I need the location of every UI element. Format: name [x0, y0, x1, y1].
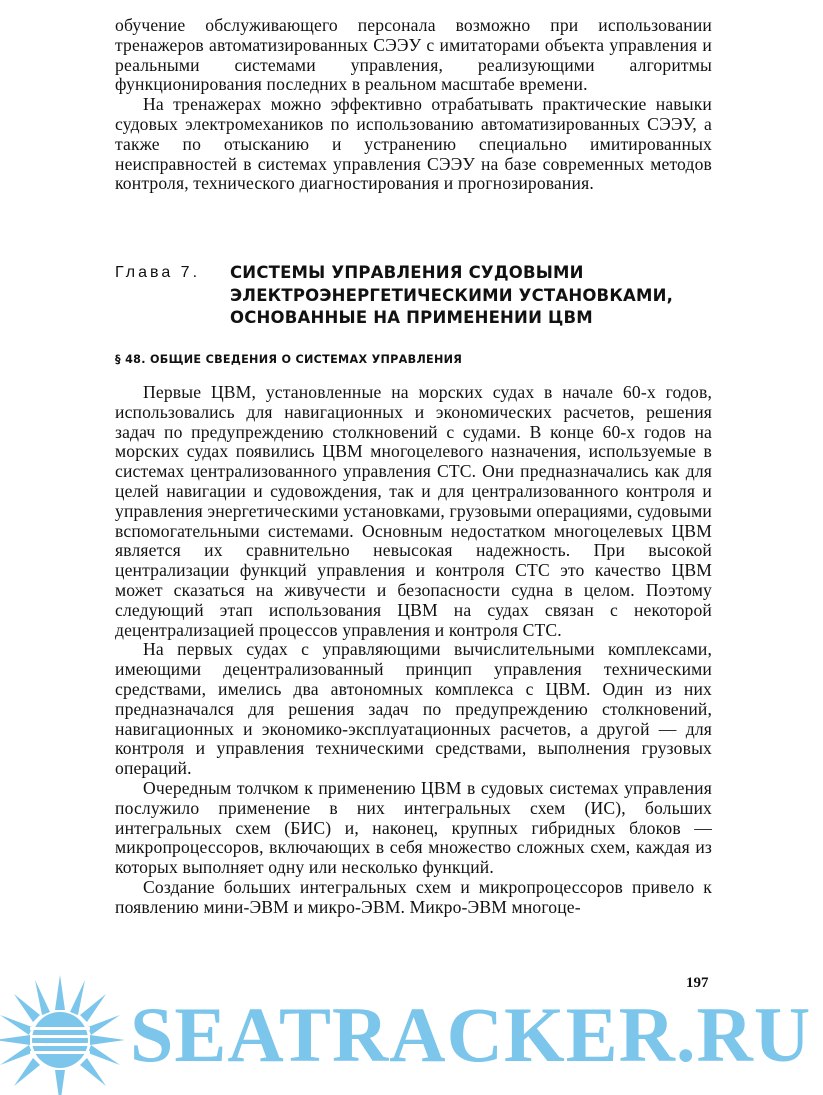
paragraph: Создание больших интегральных схем и микропроцессоров привело к появлению мини-ЭВМ и микро-ЭВМ. Микро-ЭВМ многоце-: [115, 876, 712, 917]
chapter-title: [230, 262, 673, 330]
chapter-heading: [115, 262, 715, 330]
section-heading: § 48. ОБЩИЕ СВЕДЕНИЯ О СИСТЕМАХ УПРАВЛЕНИЯ: [115, 353, 463, 366]
chapter-title-line: ЭЛЕКТРОЭНЕРГЕТИЧЕСКИМИ УСТАНОВКАМИ,: [230, 285, 674, 305]
paragraph: Очередным толчком к применению ЦВМ в судовых системах управления послужило применение в них интегральных схем (ИС), больших интегральных схем (БИС) и, наконец, крупных гибридных блоков — микропроцессоров, включающих в себя множество сложных схем, каждая из которых выполняет одну или несколько функций.: [115, 777, 712, 878]
paragraph: Первые ЦВМ, установленные на морских судах в начале 60-х годов, использовались для навигационных и экономических расчетов, решения задач по предупреждению столкновений с судами. В конце 60-х годов на морских судах появились ЦВМ многоцелевого назначения, используемые в системах централизованного управления СТС. Они предназначались как для целей навигации и судовождения, так и для централизованного контроля и управления энергетическими установками, грузовыми операциями, судовыми вспомогательными системами. Основным недостатком многоцелевых ЦВМ является их сравнительно невысокая надежность. При высокой централизации функций управления и контроля СТС это качество ЦВМ может сказаться на живучести и безопасности судна в целом. Поэтому следующий этап использования ЦВМ на судах связан с некоторой децентрализацией процессов управления и контроля СТС.: [115, 382, 712, 640]
paragraph: На тренажерах можно эффективно отрабатывать практические навыки судовых электромехаников по использованию автоматизированных СЭЭУ, а также по отысканию и устранению специально имитированных неисправностей в системах управления СЭЭУ на базе современных методов контроля, технического диагностирования и прогнозирования.: [115, 94, 712, 194]
body-text-block: [115, 383, 712, 918]
top-text-block: [115, 16, 712, 194]
paragraph: обучение обслуживающего персонала возможно при использовании тренажеров автоматизированных СЭЭУ с имитаторами объекта управления и реальными системами управления, реализующими алгоритмы функционирования последних в реальном масштабе времени.: [115, 15, 712, 95]
page-number: 197: [686, 975, 709, 991]
chapter-title-line: ОСНОВАННЫЕ НА ПРИМЕНЕНИИ ЦВМ: [230, 308, 593, 327]
chapter-title-line: СИСТЕМЫ УПРАВЛЕНИЯ СУДОВЫМИ: [230, 263, 584, 282]
chapter-label: Глава 7.: [115, 264, 201, 281]
watermark-text: SEATRACKER.RU: [130, 991, 812, 1078]
paragraph: На первых судах с управляющими вычислительными комплексами, имеющими децентрализованный принцип управления техническими средствами, имелись два автономных комплекса с ЦВМ. Один из них предназначался для решения задач по предупреждению столкновений, навигационных и экономико-эксплуатационных расчетов, а другой — для контроля и управления техническими средствами, выполнения грузовых операций.: [115, 639, 712, 779]
